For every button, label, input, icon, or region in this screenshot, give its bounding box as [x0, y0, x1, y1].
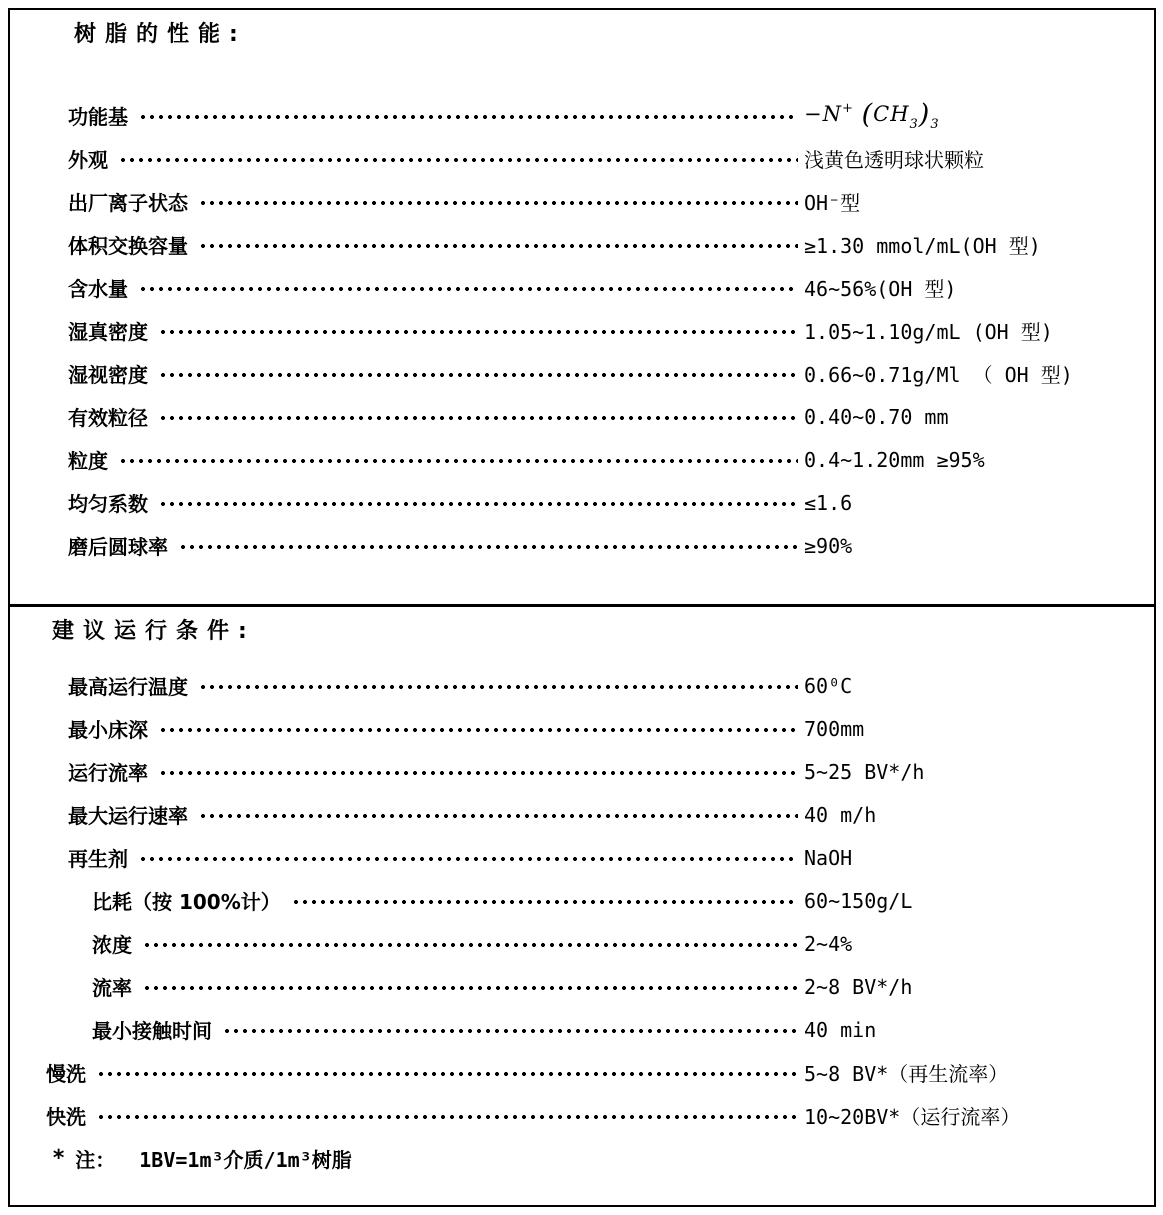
spec-value: 0.40~0.70 mm	[804, 404, 949, 429]
dotted-leader	[180, 544, 798, 550]
dotted-leader	[98, 1071, 798, 1077]
spec-row	[10, 309, 1154, 352]
spec-label: 快洗	[46, 1105, 86, 1129]
formula-prefix: −N	[804, 102, 842, 126]
spec-value: 浅黄色透明球状颗粒	[804, 148, 984, 172]
spec-value: OH⁻型	[804, 191, 861, 215]
footnote-text: 1BV=1m³介质/1m³树脂	[139, 1148, 352, 1172]
spec-label: 磨后圆球率	[68, 535, 168, 559]
dotted-leader	[200, 243, 798, 249]
spec-row	[10, 1051, 1154, 1094]
spec-value: 2~4%	[804, 931, 853, 956]
dotted-leader	[160, 372, 798, 378]
spec-row	[10, 137, 1154, 180]
spec-label: 湿真密度	[68, 320, 148, 344]
footnote-asterisk: *	[52, 1146, 66, 1171]
section-resin-properties	[10, 10, 1154, 607]
spec-row	[10, 481, 1154, 524]
formula-chem: CH	[873, 102, 910, 126]
spec-label: 外观	[68, 148, 108, 172]
spec-value: 5~25 BV*/h	[804, 759, 925, 784]
footnote-label: 注：	[75, 1148, 116, 1172]
spec-row	[10, 180, 1154, 223]
spec-label: 运行流率	[68, 761, 148, 785]
dotted-leader	[160, 329, 798, 335]
formula-inner-sub: 3	[909, 117, 919, 132]
spec-row	[10, 750, 1154, 793]
section-title: 建议运行条件:	[52, 619, 256, 644]
spec-row	[10, 965, 1154, 1008]
spec-label: 粒度	[68, 449, 108, 473]
dotted-leader	[224, 1028, 798, 1034]
spec-value: 2~8 BV*/h	[804, 974, 913, 999]
spec-value: 60⁰C	[804, 673, 853, 698]
spec-row	[10, 524, 1154, 567]
spec-value: 0.4~1.20mm ≥95%	[804, 447, 985, 472]
dotted-leader	[160, 770, 798, 776]
formula-charge: +	[841, 101, 854, 116]
dotted-leader	[200, 813, 798, 819]
dotted-leader	[144, 942, 798, 948]
dotted-leader	[98, 1114, 798, 1120]
spec-value: 40 m/h	[804, 802, 877, 827]
spec-value: 700mm	[804, 716, 865, 741]
spec-value: ≥90%	[804, 533, 853, 558]
spec-row	[10, 266, 1154, 309]
spec-value: ≥1.30 mmol/mL(OH 型)	[804, 234, 1041, 258]
spec-value: NaOH	[804, 845, 853, 870]
spec-label: 比耗（按 100%计）	[92, 890, 281, 914]
dotted-leader	[293, 899, 798, 905]
spec-row	[10, 1008, 1154, 1051]
spec-row	[10, 438, 1154, 481]
spec-label: 最小接触时间	[92, 1019, 212, 1043]
spec-value: 60~150g/L	[804, 888, 913, 913]
dotted-leader	[160, 415, 798, 421]
spec-value: 40 min	[804, 1017, 877, 1042]
spec-label: 出厂离子状态	[68, 191, 188, 215]
dotted-leader	[140, 114, 798, 120]
spec-row	[10, 94, 1154, 137]
spec-row	[10, 793, 1154, 836]
spec-row	[10, 836, 1154, 879]
spec-row	[10, 1094, 1154, 1137]
spec-label: 体积交换容量	[68, 234, 188, 258]
dotted-leader	[160, 501, 798, 507]
spec-row	[10, 223, 1154, 266]
document-border-frame	[8, 8, 1156, 1207]
dotted-leader	[200, 200, 798, 206]
spec-row	[10, 879, 1154, 922]
formula-rparen: )	[918, 99, 931, 130]
spec-value: 1.05~1.10g/mL (OH 型)	[804, 320, 1053, 344]
spec-value	[804, 99, 1126, 132]
resin-properties-rows	[10, 94, 1154, 567]
spec-label: 最大运行速率	[68, 804, 188, 828]
spec-label: 流率	[92, 976, 132, 1000]
spec-value: 5~8 BV*（再生流率）	[804, 1062, 1009, 1086]
dotted-leader	[140, 856, 798, 862]
spec-label: 慢洗	[46, 1062, 86, 1086]
spec-row	[10, 395, 1154, 438]
section-title: 树脂的性能:	[74, 22, 247, 47]
spec-label: 有效粒径	[68, 406, 148, 430]
dotted-leader	[140, 286, 798, 292]
dotted-leader	[144, 985, 798, 991]
spec-value: 0.66~0.71g/Ml （ OH 型)	[804, 363, 1073, 387]
spec-label: 含水量	[68, 277, 128, 301]
spec-label: 湿视密度	[68, 363, 148, 387]
spec-row	[10, 707, 1154, 750]
spec-row	[10, 352, 1154, 395]
formula-outer-sub: 3	[930, 117, 940, 132]
operating-conditions-rows	[10, 664, 1154, 1180]
spec-label: 最高运行温度	[68, 675, 188, 699]
spec-row	[10, 922, 1154, 965]
spec-label: 最小床深	[68, 718, 148, 742]
spec-label: 均匀系数	[68, 492, 148, 516]
dotted-leader	[120, 157, 798, 163]
footnote-line	[10, 1137, 1154, 1180]
spec-label: 浓度	[92, 933, 132, 957]
spec-value: 10~20BV*（运行流率）	[804, 1105, 1021, 1129]
spec-label: 功能基	[68, 105, 128, 129]
formula-lparen: (	[861, 99, 874, 130]
dotted-leader	[200, 684, 798, 690]
dotted-leader	[160, 727, 798, 733]
spec-value: 46~56%(OH 型)	[804, 277, 957, 301]
section-operating-conditions	[10, 607, 1154, 1205]
spec-label: 再生剂	[68, 847, 128, 871]
spec-row	[10, 664, 1154, 707]
spec-value: ≤1.6	[804, 490, 853, 515]
dotted-leader	[120, 458, 798, 464]
chemical-formula	[804, 99, 940, 132]
